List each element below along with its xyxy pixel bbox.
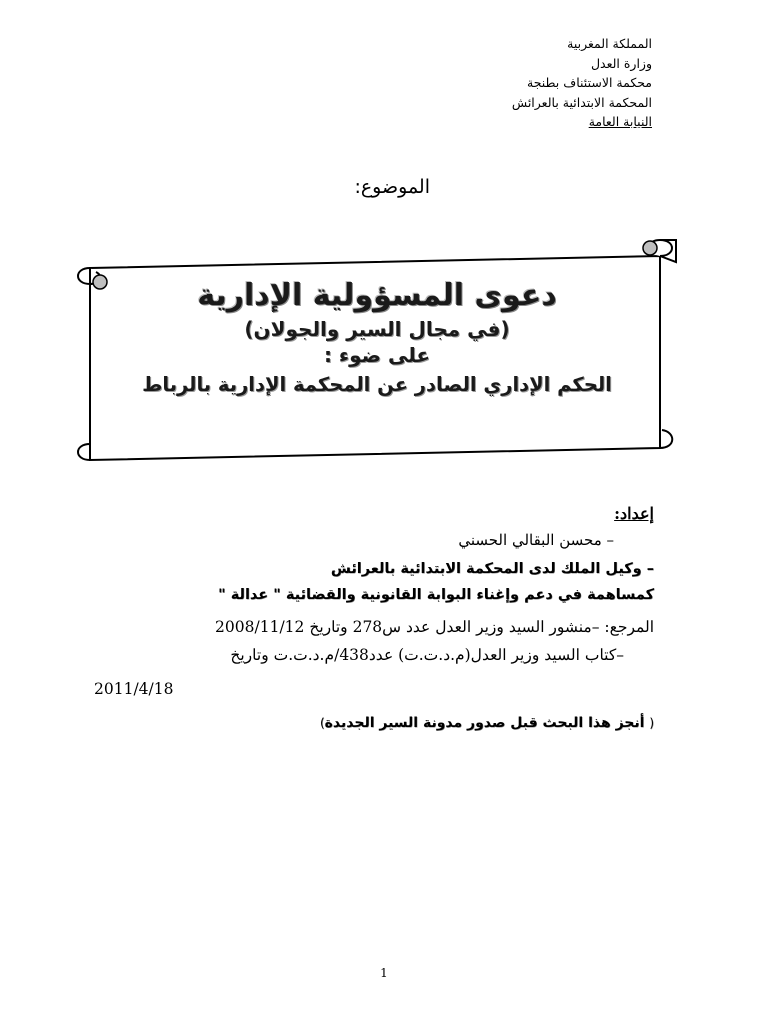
subject-label: الموضوع:: [354, 176, 430, 198]
document-body: [94, 504, 654, 731]
document-header: [512, 34, 652, 132]
reference-letter-date: 2011/4/18: [94, 680, 174, 698]
scroll-banner-text: [122, 276, 632, 402]
note-close-paren: ): [319, 716, 325, 730]
reference-circular: المرجع: –منشور السيد وزير العدل عدد س278 وتاريخ 2008/11/12: [215, 618, 654, 636]
contribution-statement: كمساهمة في دعم وإغناء البوابة القانونية والقضائية " عدالة ": [218, 587, 654, 603]
reference-letter: –كتاب السيد وزير العدل(م.د.ت.ت) عدد438/م.د.ت.ت وتاريخ: [230, 646, 624, 664]
header-public-prosecution-text: النيابة العامة: [588, 114, 652, 129]
page-number: 1: [380, 966, 388, 980]
judgment-reference: الحكم الإداري الصادر عن المحكمة الإدارية بالرباط: [142, 373, 612, 396]
preparation-label: إعداد:: [614, 504, 654, 523]
author-name: – محسن البقالي الحسني: [458, 531, 614, 549]
header-public-prosecution: [512, 112, 652, 132]
header-appeal-court: محكمة الاستئناف بطنجة: [527, 75, 652, 90]
lawsuit-title: دعوى المسؤولية الإدارية: [197, 278, 557, 313]
in-light-of-label: على ضوء :: [323, 343, 431, 367]
note-text: أنجز هذا البحث قبل صدور مدونة السير الجديدة: [324, 715, 645, 731]
research-note: [94, 715, 654, 731]
header-ministry: وزارة العدل: [590, 55, 652, 71]
author-position: – وكيل الملك لدى المحكمة الابتدائية بالعرائش: [330, 561, 654, 577]
lawsuit-subtitle: (في مجال السير والجولان): [244, 317, 510, 341]
note-open-paren: (: [649, 716, 654, 730]
header-first-instance-court: المحكمة الابتدائية بالعرائش: [511, 94, 652, 110]
header-kingdom: المملكة المغربية: [567, 36, 652, 51]
